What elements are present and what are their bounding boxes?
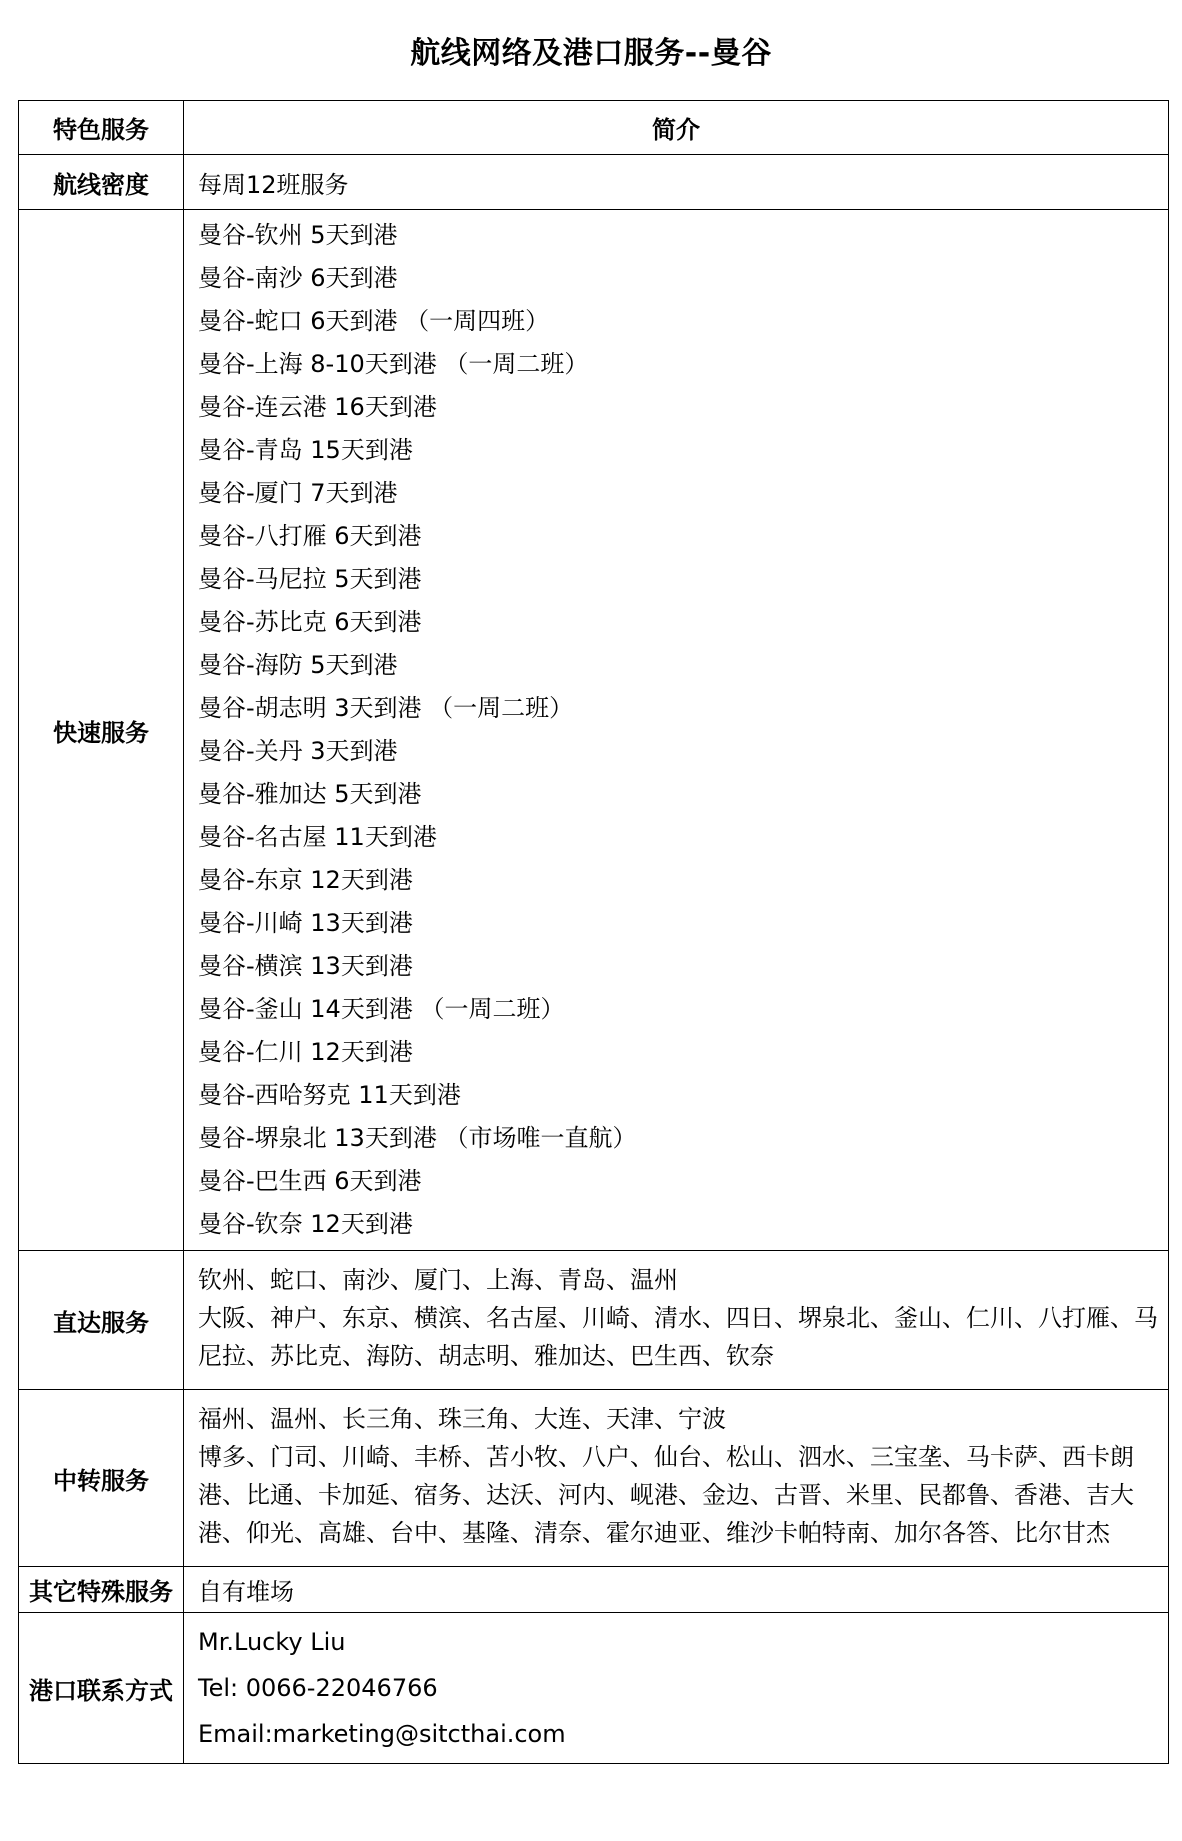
table-row-direct [19,1251,1169,1390]
route-item: 曼谷-仁川 12天到港 [198,1038,413,1066]
contact-label: 港口联系方式 [19,1613,184,1764]
route-item: 曼谷-钦州 5天到港 [198,221,398,249]
transit-paragraph: 博多、门司、川崎、丰桥、苫小牧、八户、仙台、松山、泗水、三宝垄、马卡萨、西卡朗港、比通、卡加延、宿务、达沃、河内、岘港、金边、古晋、米里、民都鲁、香港、吉大港、仰光、高雄、台中、基隆、清奈、霍尔迪亚、维沙卡帕特南、加尔各答、比尔甘杰 [198,1443,1134,1547]
contact-details [184,1613,1169,1764]
transit-paragraph: 福州、温州、长三角、珠三角、大连、天津、宁波 [198,1405,726,1433]
table-header-row [19,101,1169,155]
density-label: 航线密度 [19,155,184,210]
route-item: 曼谷-蛇口 6天到港 （一周四班） [198,307,550,335]
route-item: 曼谷-釜山 14天到港 （一周二班） [198,995,565,1023]
route-item: 曼谷-横滨 13天到港 [198,952,413,980]
special-label: 其它特殊服务 [19,1567,184,1613]
table-row-contact [19,1613,1169,1764]
route-item: 曼谷-厦门 7天到港 [198,479,398,507]
direct-label: 直达服务 [19,1251,184,1390]
route-item: 曼谷-巴生西 6天到港 [198,1167,422,1195]
route-list [198,210,1158,1250]
route-item: 曼谷-苏比克 6天到港 [198,608,422,636]
table-row-special [19,1567,1169,1613]
table-row-transit [19,1390,1169,1567]
route-item: 曼谷-八打雁 6天到港 [198,522,422,550]
route-item: 曼谷-堺泉北 13天到港 （市场唯一直航） [198,1124,637,1152]
page-title: 航线网络及港口服务--曼谷 [410,36,772,71]
route-item: 曼谷-青岛 15天到港 [198,436,413,464]
route-item: 曼谷-南沙 6天到港 [198,264,398,292]
table-row-density [19,155,1169,210]
transit-ports [184,1390,1169,1567]
route-item: 曼谷-钦奈 12天到港 [198,1210,413,1238]
route-item: 曼谷-胡志明 3天到港 （一周二班） [198,694,574,722]
special-value: 自有堆场 [184,1567,1169,1613]
route-item: 曼谷-雅加达 5天到港 [198,780,422,808]
header-feature: 特色服务 [19,101,184,155]
table-row-express [19,210,1169,1251]
express-label: 快速服务 [19,210,184,1251]
header-description: 简介 [184,101,1169,155]
express-routes [184,210,1169,1251]
route-item: 曼谷-川崎 13天到港 [198,909,413,937]
transit-label: 中转服务 [19,1390,184,1567]
direct-ports [184,1251,1169,1390]
route-item: 曼谷-连云港 16天到港 [198,393,437,421]
direct-paragraph: 钦州、蛇口、南沙、厦门、上海、青岛、温州 [198,1266,678,1294]
contact-name: Mr.Lucky Liu [198,1628,346,1656]
route-item: 曼谷-海防 5天到港 [198,651,398,679]
route-item: 曼谷-关丹 3天到港 [198,737,398,765]
route-item: 曼谷-西哈努克 11天到港 [198,1081,461,1109]
contact-tel: Tel: 0066-22046766 [198,1674,438,1702]
density-value: 每周12班服务 [184,155,1169,210]
service-table [18,100,1169,1764]
direct-paragraph: 大阪、神户、东京、横滨、名古屋、川崎、清水、四日、堺泉北、釜山、仁川、八打雁、马尼拉、苏比克、海防、胡志明、雅加达、巴生西、钦奈 [198,1304,1158,1370]
route-item: 曼谷-马尼拉 5天到港 [198,565,422,593]
route-item: 曼谷-上海 8-10天到港 （一周二班） [198,350,589,378]
route-item: 曼谷-名古屋 11天到港 [198,823,437,851]
route-item: 曼谷-东京 12天到港 [198,866,413,894]
contact-email: Email:marketing@sitcthai.com [198,1720,566,1748]
